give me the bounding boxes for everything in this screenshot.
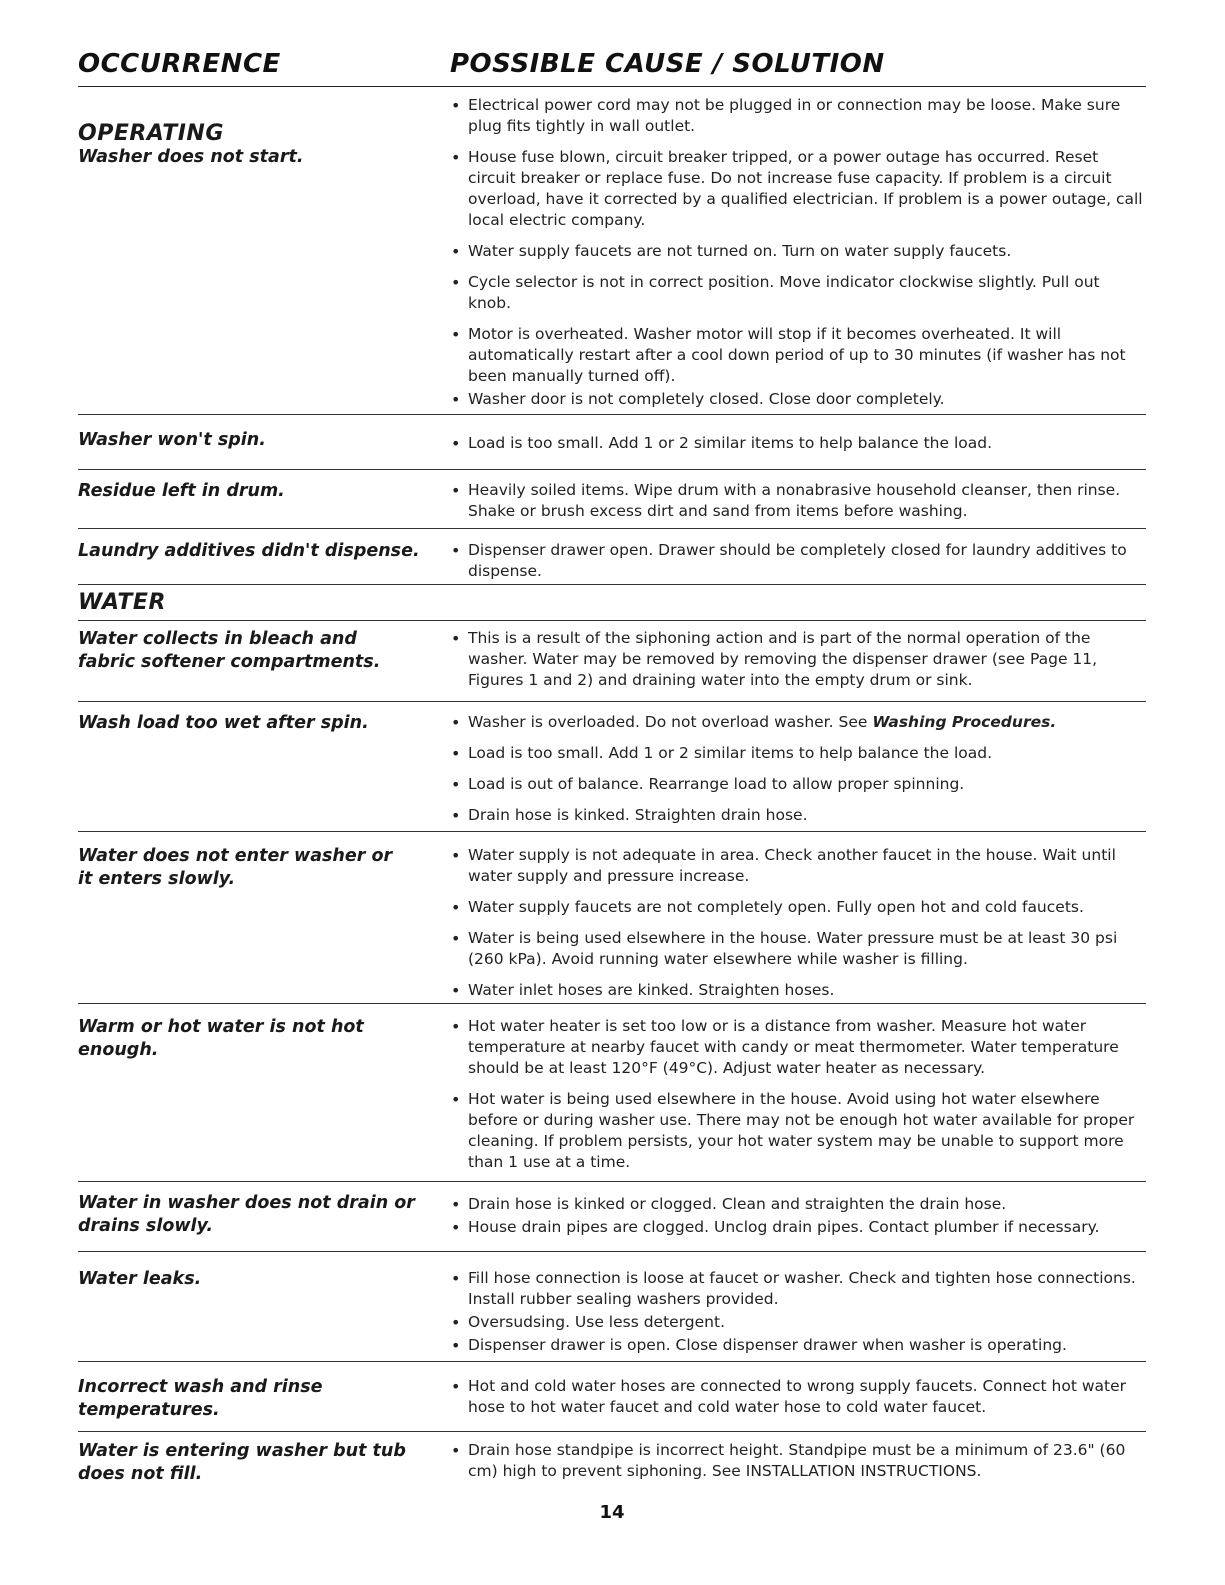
cause-item: • Oversudsing. Use less detergent. — [450, 1312, 1146, 1333]
cause-item: • Hot water is being used elsewhere in the house. Avoid using hot water elsewhere before or during washer use. There may not be enough hot water available for proper cleaning. If problem persists, your hot water system may be unable to support more than 1 use at a time. — [450, 1089, 1146, 1173]
occurrence-water-does-not-enter: Water does not enter washer or it enters slowly. — [78, 846, 393, 889]
cause-item: • Washer door is not completely closed. Close door completely. — [450, 389, 1146, 410]
occurrence-washer-does-not-start: Washer does not start. — [78, 147, 304, 167]
occurrence-incorrect-temperatures: Incorrect wash and rinse temperatures. — [78, 1377, 323, 1420]
row-divider — [78, 528, 1146, 529]
causes-water-leaks — [450, 1268, 1146, 1366]
row-divider — [78, 831, 1146, 832]
occurrence-column-header: OCCURRENCE — [78, 49, 281, 79]
occurrence-washer-wont-spin: Washer won't spin. — [78, 430, 266, 450]
cause-item: • House drain pipes are clogged. Unclog drain pipes. Contact plumber if necessary. — [450, 1217, 1146, 1238]
section-rule — [78, 620, 1146, 621]
cause-item: • Electrical power cord may not be plugged in or connection may be loose. Make sure plug fits tightly in wall outlet. — [450, 95, 1146, 137]
washing-procedures-reference: Washing Procedures. — [872, 713, 1057, 731]
cause-item: • Water inlet hoses are kinked. Straighten hoses. — [450, 980, 1146, 1001]
row-divider — [78, 1361, 1146, 1362]
cause-item: • Load is too small. Add 1 or 2 similar items to help balance the load. — [450, 743, 1146, 764]
section-operating: OPERATING — [78, 121, 224, 146]
cause-item: • Motor is overheated. Washer motor will stop if it becomes overheated. It will automatically restart after a cool down period of up to 30 minutes (if washer has not been manually turned off). — [450, 324, 1146, 387]
cause-item: • Water supply faucets are not completely open. Fully open hot and cold faucets. — [450, 897, 1146, 918]
cause-item: • Dispenser drawer is open. Close dispenser drawer when washer is operating. — [450, 1335, 1146, 1356]
cause-item: • Load is out of balance. Rearrange load to allow proper spinning. — [450, 774, 1146, 795]
causes-water-does-not-enter — [450, 845, 1146, 1011]
causes-water-collects — [450, 628, 1146, 701]
causes-incorrect-temperatures — [450, 1376, 1146, 1428]
occurrence-water-collects: Water collects in bleach and fabric softener compartments. — [78, 629, 381, 672]
troubleshooting-page — [78, 0, 1146, 1585]
causes-warm-or-hot-water — [450, 1016, 1146, 1183]
causes-tub-does-not-fill — [450, 1440, 1146, 1492]
row-divider — [78, 1181, 1146, 1182]
row-divider — [78, 414, 1146, 415]
cause-column-header: POSSIBLE CAUSE / SOLUTION — [450, 49, 885, 79]
header-rule — [78, 86, 1146, 87]
cause-item — [450, 712, 1146, 733]
causes-wash-load-too-wet — [450, 712, 1146, 836]
causes-washer-does-not-start — [450, 95, 1146, 420]
section-water: WATER — [78, 590, 166, 615]
cause-item: • Drain hose is kinked. Straighten drain hose. — [450, 805, 1146, 826]
cause-item: • Dispenser drawer open. Drawer should be completely closed for laundry additives to dispense. — [450, 540, 1146, 582]
row-divider — [78, 1251, 1146, 1252]
occurrence-tub-does-not-fill: Water is entering washer but tub does not fill. — [78, 1441, 406, 1484]
occurrence-water-does-not-drain: Water in washer does not drain or drains slowly. — [78, 1193, 415, 1236]
cause-item: • Hot and cold water hoses are connected to wrong supply faucets. Connect hot water hose to hot water faucet and cold water hose to cold water faucet. — [450, 1376, 1146, 1418]
cause-item: • House fuse blown, circuit breaker tripped, or a power outage has occurred. Reset circuit breaker or replace fuse. Do not increase fuse capacity. If problem is a circuit overload, have it corrected by a qualified electrician. If problem is a power outage, call local electric company. — [450, 147, 1146, 231]
occurrence-laundry-additives: Laundry additives didn't dispense. — [78, 541, 420, 561]
row-divider — [78, 469, 1146, 470]
cause-item: • Water supply faucets are not turned on. Turn on water supply faucets. — [450, 241, 1146, 262]
occurrence-residue-left-in-drum: Residue left in drum. — [78, 481, 285, 501]
row-divider — [78, 584, 1146, 585]
occurrence-wash-load-too-wet: Wash load too wet after spin. — [78, 713, 369, 733]
occurrence-water-leaks: Water leaks. — [78, 1269, 202, 1289]
causes-washer-wont-spin — [450, 433, 1146, 464]
causes-water-does-not-drain — [450, 1194, 1146, 1248]
causes-residue-left-in-drum — [450, 480, 1146, 532]
cause-item: • Heavily soiled items. Wipe drum with a nonabrasive household cleanser, then rinse. Shake or brush excess dirt and sand from items before washing. — [450, 480, 1146, 522]
cause-item: • Cycle selector is not in correct position. Move indicator clockwise slightly. Pull out knob. — [450, 272, 1146, 314]
cause-text: Washer is overloaded. Do not overload washer. See — [468, 713, 873, 731]
cause-item: • Drain hose is kinked or clogged. Clean and straighten the drain hose. — [450, 1194, 1146, 1215]
cause-item: • Drain hose standpipe is incorrect height. Standpipe must be a minimum of 23.6" (60 cm) high to prevent siphoning. See INSTALLATION INSTRUCTIONS. — [450, 1440, 1146, 1482]
row-divider — [78, 1431, 1146, 1432]
cause-item: • Water supply is not adequate in area. Check another faucet in the house. Wait until water supply and pressure increase. — [450, 845, 1146, 887]
page-number: 14 — [599, 1502, 625, 1523]
occurrence-warm-or-hot-water: Warm or hot water is not hot enough. — [78, 1017, 364, 1060]
cause-item: • Water is being used elsewhere in the house. Water pressure must be at least 30 psi (260 kPa). Avoid running water elsewhere while washer is filling. — [450, 928, 1146, 970]
cause-item: • This is a result of the siphoning action and is part of the normal operation of the washer. Water may be removed by removing the dispenser drawer (see Page 11, Figures 1 and 2) and draining water into the empty drum or sink. — [450, 628, 1146, 691]
cause-item: • Load is too small. Add 1 or 2 similar items to help balance the load. — [450, 433, 1146, 454]
cause-item: • Hot water heater is set too low or is a distance from washer. Measure hot water temperature at nearby faucet with candy or meat thermometer. Water temperature should be at least 120°F (49°C). Adjust water heater as necessary. — [450, 1016, 1146, 1079]
cause-item: • Fill hose connection is loose at faucet or washer. Check and tighten hose connections. Install rubber sealing washers provided. — [450, 1268, 1146, 1310]
row-divider — [78, 701, 1146, 702]
row-divider — [78, 1003, 1146, 1004]
